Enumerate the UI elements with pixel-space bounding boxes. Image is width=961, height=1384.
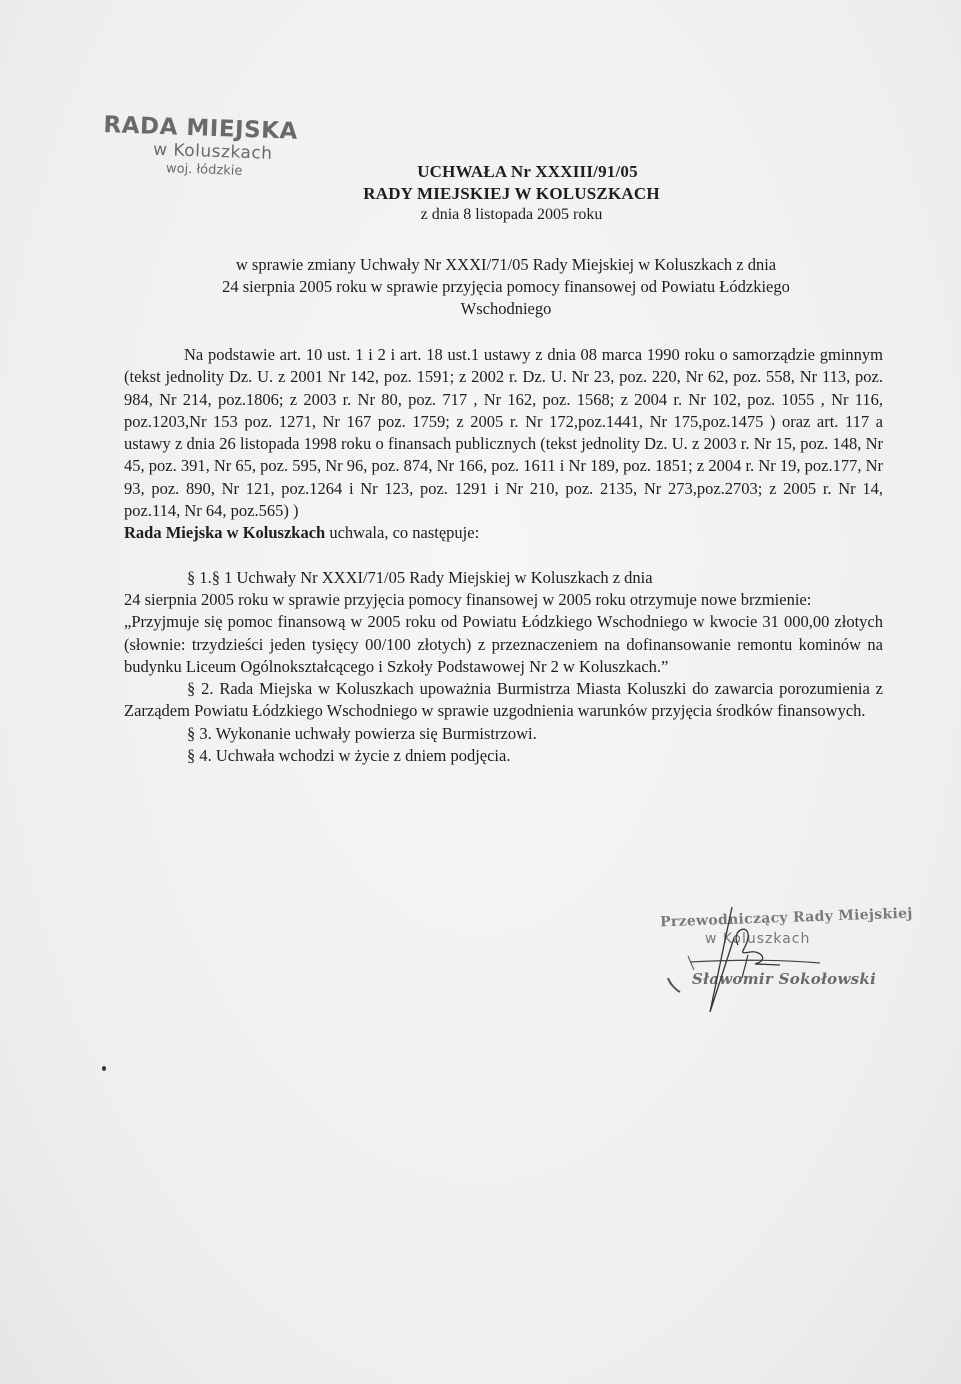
stamp-line-3: woj. łódzkie xyxy=(165,161,243,179)
signatory-name: Sławomir Sokołowski xyxy=(692,970,877,988)
paragraph-1-line-1: § 1.§ 1 Uchwały Nr XXXI/71/05 Rady Miejskiej w Koluszkach z dnia xyxy=(187,567,653,587)
handwritten-signature-icon xyxy=(650,900,930,1040)
signature-stamp-line-2: w Koluszkach xyxy=(705,931,811,947)
legal-basis: Na podstawie art. 10 ust. 1 i 2 i art. 18 ust.1 ustawy z dnia 08 marca 1990 roku o samorządzie gminnym (tekst jednolity Dz. U. z 2001 Nr 142, poz. 1591; z 2002 r. Dz. U. Nr 23, poz. 220, Nr 62, poz. 558, Nr 113, poz. 984, Nr 214, poz.1806; z 2003 r. Nr 80, poz. 717 , Nr 162, poz. 1568; z 2004 r. Nr 102, poz. 1055 , Nr 116, poz.1203,Nr 153 poz. 1271, Nr 167 poz. 1759; z 2005 r. Nr 172,poz.1441, Nr 175,poz.1475 ) oraz art. 117 a ustawy z dnia 26 listopada 1998 roku o finansach publicznych (tekst jednolity Dz. U. z 2003 r. Nr 15, poz. 148, Nr 45, poz. 391, Nr 65, poz. 595, Nr 96, poz. 874, Nr 166, poz. 1611 i Nr 189, poz. 1851; z 2004 r. Nr 19, poz.177, Nr 93, poz. 890, Nr 121, poz.1264 i Nr 123, poz. 1291 i Nr 210, poz. 2135, Nr 273,poz.2703; z 2005 r. Nr 14, poz.114, Nr 64, poz.565) ) xyxy=(124,345,883,521)
resolution-subject xyxy=(130,254,882,320)
subject-line-1: w sprawie zmiany Uchwały Nr XXXI/71/05 Rady Miejskiej w Koluszkach z dnia xyxy=(235,255,777,274)
paragraph-4: § 4. Uchwała wchodzi w życie z dniem podjęcia. xyxy=(187,746,511,766)
resolution-body xyxy=(124,344,883,767)
subject-line-3: Wschodniego xyxy=(460,299,552,318)
paragraph-3: § 3. Wykonanie uchwały powierza się Burmistrzowi. xyxy=(187,723,537,743)
signature-block xyxy=(650,900,930,1040)
resolution-issuer: RADY MIEJSKIEJ W KOLUSZKACH xyxy=(363,184,660,203)
document-header xyxy=(0,161,961,225)
subject-line-2: 24 sierpnia 2005 roku w sprawie przyjęcia pomocy finansowej od Powiatu Łódzkiego xyxy=(222,277,790,296)
resolves-rest: uchwala, co następuje: xyxy=(325,523,480,543)
paragraph-2: § 2. Rada Miejska w Koluszkach upoważnia Burmistrza Miasta Koluszki do zawarcia porozumienia z Zarządem Powiatu Łódzkiego Wschodniego w sprawie uzgodnienia warunków przyjęcia środków finansowych. xyxy=(124,679,883,721)
resolves-clause xyxy=(124,522,883,544)
paragraph-1-line-2: 24 sierpnia 2005 roku w sprawie przyjęcia pomocy finansowej w 2005 roku otrzymuje nowe brzmienie: xyxy=(124,589,812,609)
signature-stamp-line-1: Przewodniczący Rady Miejskiej xyxy=(659,905,913,931)
resolution-title: UCHWAŁA Nr XXXIII/91/05 xyxy=(417,162,638,181)
resolution-date: z dnia 8 listopada 2005 roku xyxy=(420,206,603,223)
resolves-bold: Rada Miejska w Koluszkach xyxy=(124,523,326,543)
stamp-line-1: RADA MIEJSKA xyxy=(103,112,299,145)
stamp-line-2: w Koluszkach xyxy=(152,139,273,164)
ink-speck xyxy=(102,1066,106,1071)
paragraph-1-quote: „Przyjmuje się pomoc finansową w 2005 roku od Powiatu Łódzkiego Wschodniego w kwocie 31 000,00 złotych (słownie: trzydzieści jeden tysięcy 00/100 złotych) z przeznaczeniem na dofinansowanie remontu kominów na budynku Liceum Ogólnokształcącego i Szkoły Podstawowej Nr 2 w Koluszkach.” xyxy=(124,612,883,676)
